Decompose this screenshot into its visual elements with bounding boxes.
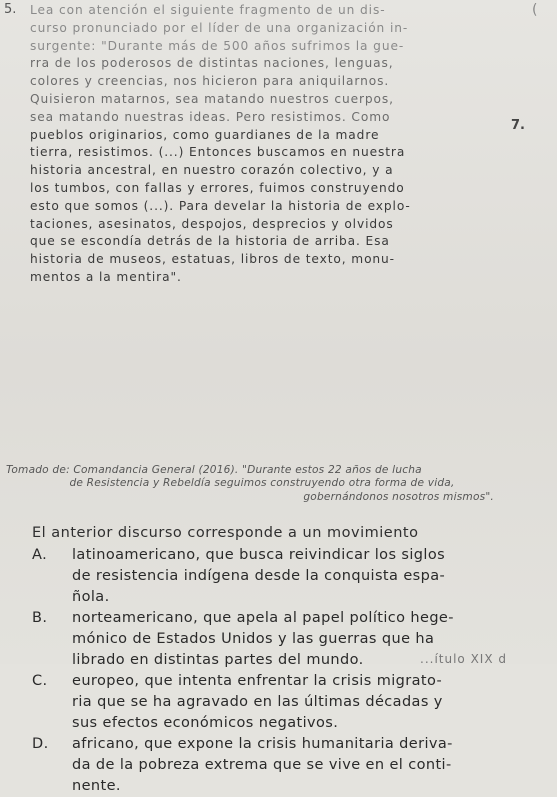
passage-line: Lea con atención el siguiente fragmento de un dis- xyxy=(30,3,386,17)
option-c[interactable] xyxy=(32,671,532,734)
passage-line: historia de museos, estatuas, libros de texto, monu- xyxy=(30,252,395,267)
option-line: da de la pobreza extrema que se vive en el conti- xyxy=(72,757,452,773)
corner-mark: ( xyxy=(532,2,538,18)
passage-line: mentos a la mentira". xyxy=(30,269,182,284)
passage xyxy=(30,2,490,287)
passage-line: curso pronunciado por el líder de una organización in- xyxy=(30,20,409,35)
passage-line: sea matando nuestras ideas. Pero resistimos. Como xyxy=(30,109,391,124)
source-line: gobernándonos nosotros mismos". xyxy=(303,490,494,503)
question-number: 5. xyxy=(4,2,17,17)
passage-line: rra de los poderosos de distintas naciones, lenguas, xyxy=(30,56,394,71)
passage-line: surgente: "Durante más de 500 años sufrimos la gue- xyxy=(30,38,405,53)
option-line: nente. xyxy=(72,778,121,794)
passage-line: pueblos originarios, como guardianes de la madre xyxy=(30,127,380,142)
passage-line: colores y creencias, nos hicieron para aniquilarnos. xyxy=(30,74,390,89)
side-mark: 7. xyxy=(511,118,525,133)
option-letter: A. xyxy=(32,547,48,563)
passage-line: que se escondía detrás de la historia de arriba. Esa xyxy=(30,234,390,249)
question-stem: El anterior discurso corresponde a un movimiento xyxy=(32,525,419,541)
option-line: africano, que expone la crisis humanitaria deriva- xyxy=(72,736,453,752)
option-line: ñola. xyxy=(72,589,110,605)
source-line: de Resistencia y Rebeldía seguimos construyendo otra forma de vida, xyxy=(69,477,455,490)
passage-line: los tumbos, con fallas y errores, fuimos construyendo xyxy=(30,180,405,195)
option-line: librado en distintas partes del mundo. xyxy=(72,652,364,668)
passage-line: taciones, asesinatos, despojos, desprecios y olvidos xyxy=(30,216,394,231)
source-line: Tomado de: Comandancia General (2016). "Durante estos 22 años de lucha xyxy=(6,464,422,476)
option-line: europeo, que intenta enfrentar la crisis migrato- xyxy=(72,673,443,689)
next-page-fragment: ...ítulo XIX d xyxy=(420,652,507,666)
source-citation xyxy=(6,464,494,504)
option-letter: D. xyxy=(32,736,49,752)
passage-line: tierra, resistimos. (...) Entonces buscamos en nuestra xyxy=(30,145,406,160)
option-line: de resistencia indígena desde la conquista espa- xyxy=(72,568,446,584)
option-line: ria que se ha agravado en las últimas décadas y xyxy=(72,694,443,710)
answer-options xyxy=(32,545,532,797)
option-line: latinoamericano, que busca reivindicar los siglos xyxy=(72,547,446,563)
passage-line: Quisieron matarnos, sea matando nuestros cuerpos, xyxy=(30,91,394,106)
option-a[interactable] xyxy=(32,545,532,608)
option-letter: C. xyxy=(32,673,48,689)
option-letter: B. xyxy=(32,610,48,626)
passage-line: esto que somos (...). Para develar la historia de explo- xyxy=(30,198,411,213)
option-d[interactable] xyxy=(32,734,532,797)
passage-line: historia ancestral, en nuestro corazón colectivo, y a xyxy=(30,163,394,178)
option-line: norteamericano, que apela al papel político hege- xyxy=(72,610,454,626)
option-line: sus efectos económicos negativos. xyxy=(72,715,339,731)
option-line: mónico de Estados Unidos y las guerras que ha xyxy=(72,631,435,647)
